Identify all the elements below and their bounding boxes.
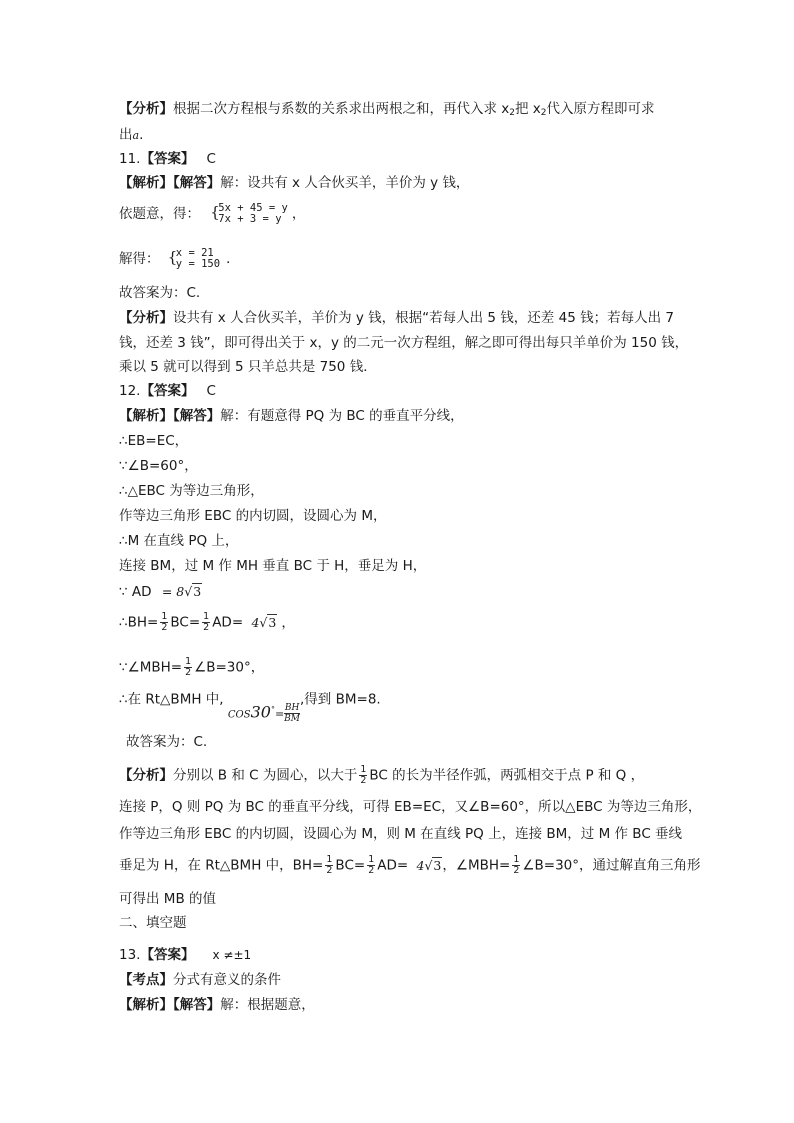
q12-line-9: ∴BH= $\frac{1}{2}$ BC= $\frac{1}{2}$ AD= 4√3 ， <box>119 611 295 633</box>
q13-solution-line-1: 【解析】【解答】解：根据题意， <box>119 997 315 1013</box>
equation-system-1: { 5x + 45 = y 7x + 3 = y <box>210 202 288 225</box>
q12-line-6: ∴M 在直线 PQ 上， <box>119 533 239 549</box>
q11-analysis-2: 钱，还差 3 钱”，即可得出关于 x，y 的二元一次方程组，解之即可得出每只羊单价为 150 钱， <box>119 335 689 351</box>
q12-answer-line: 12.【答案】 C <box>119 383 216 399</box>
q11-conclusion: 故答案为：C. <box>119 285 201 301</box>
q12-analysis-2: 连接 P，Q 则 PQ 为 BC 的垂直平分线，可得 EB=EC，又∠B=60°，所以△EBC 为等边三角形， <box>119 799 702 815</box>
fraction-half: $\frac{1}{2}$ <box>326 854 333 876</box>
fraction-half: $\frac{1}{2}$ <box>368 854 375 876</box>
q11-solution-line-2: 依题意，得： { 5x + 45 = y 7x + 3 = y ， <box>119 202 306 225</box>
fraction-half: $\frac{1}{2}$ <box>161 611 168 633</box>
q13-answer-line: 13.【答案】 x ≠±1 <box>119 947 252 963</box>
q12-solution-line-1: 【解析】【解答】解：有题意得 PQ 为 BC 的垂直平分线， <box>119 408 464 424</box>
fraction-half: $\frac{1}{2}$ <box>203 611 210 633</box>
fraction-half: $\frac{1}{2}$ <box>513 854 520 876</box>
analysis-line-2: 出a. <box>119 127 144 143</box>
q12-line-4: ∴△EBC 为等边三角形， <box>119 483 264 499</box>
q12-line-10: ∵∠MBH= $\frac{1}{2}$ ∠B=30°， <box>119 656 265 678</box>
section-heading: 二、填空题 <box>119 915 187 931</box>
q12-line-2: ∴EB=EC， <box>119 433 189 449</box>
analysis-line-1: 【分析】根据二次方程根与系数的关系求出两根之和，再代入求 $x_2$把 $x_2$代入原方程即可求 <box>119 101 655 118</box>
q11-solution-line-1: 【解析】【解答】解：设共有 x 人合伙买羊，羊价为 y 钱， <box>119 175 470 191</box>
fraction-half: $\frac{1}{2}$ <box>185 656 192 678</box>
q12-line-5: 作等边三角形 EBC 的内切圆，设圆心为 M， <box>119 508 387 524</box>
q12-line-8: ∵ AD = 8√3 <box>119 584 202 600</box>
q12-analysis-5: 可得出 MB 的值 <box>119 891 216 907</box>
q11-analysis-3: 乘以 5 就可以得到 5 只羊总共是 750 钱． <box>119 359 377 375</box>
q11-solution-line-3: 解得： { x = 21 y = 150 ． <box>119 247 240 270</box>
q12-analysis-4: 垂足为 H，在 Rt△BMH 中，BH= $\frac{1}{2}$ BC= $\frac{1}{2}$ AD= 4√3，∠MBH= $\frac{1}{2}$ ∠B=30°，通过解直角三角形 <box>119 854 701 876</box>
q12-analysis-1: 【分析】分别以 B 和 C 为圆心，以大于 $\frac{1}{2}$ BC 的长为半径作弧，两弧相交于点 P 和 Q ， <box>119 764 645 786</box>
q13-kaodian: 【考点】分式有意义的条件 <box>119 972 281 988</box>
cos-formula: COS30°= $\frac{BH}{BM}$ <box>227 702 301 724</box>
q12-line-3: ∵∠B=60°， <box>119 458 198 474</box>
q11-analysis-1: 【分析】设共有 x 人合伙买羊，羊价为 y 钱，根据“若每人出 5 钱，还差 45 钱；若每人出 7 <box>119 310 674 326</box>
fraction-half: $\frac{1}{2}$ <box>360 764 367 786</box>
q12-line-7: 连接 BM，过 M 作 MH 垂直 BC 于 H，垂足为 H， <box>119 558 427 574</box>
q12-analysis-3: 作等边三角形 EBC 的内切圆，设圆心为 M，则 M 在直线 PQ 上，连接 BM，过 M 作 BC 垂线 <box>119 826 683 842</box>
equation-system-2: { x = 21 y = 150 <box>167 247 221 270</box>
q11-answer-line: 11.【答案】 C <box>119 151 216 167</box>
q12-line-11: ∴在 Rt△BMH 中, COS30°= $\frac{BH}{BM}$ ,得到 BM=8. <box>119 691 381 724</box>
q12-conclusion: 故答案为：C. <box>126 734 208 750</box>
